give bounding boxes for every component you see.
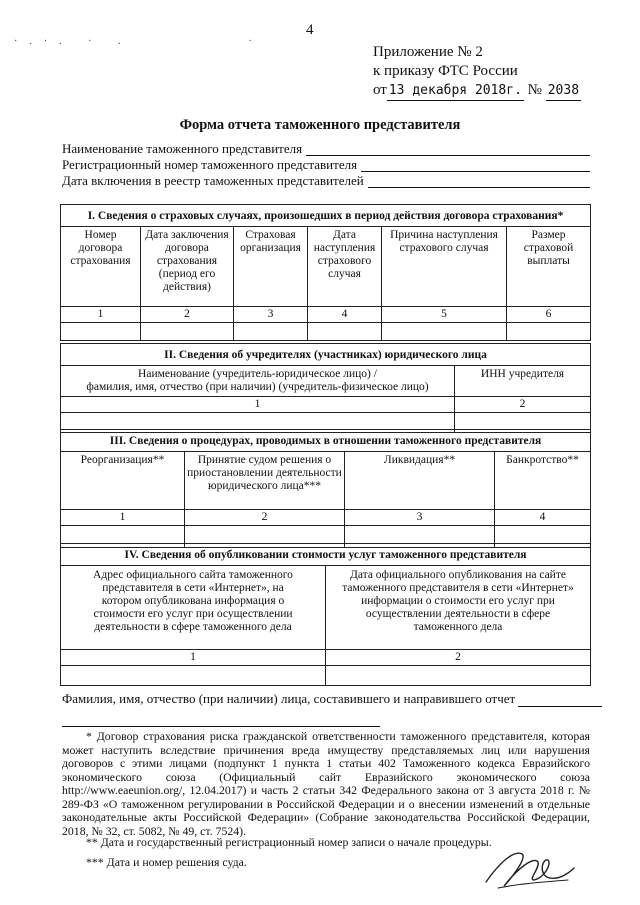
section4-title: IV. Сведения об опубликовании стоимости услуг таможенного представителя xyxy=(61,544,591,566)
s2-col-inn: ИНН учредителя xyxy=(455,366,591,397)
s3-col-bankruptcy: Банкротство** xyxy=(495,452,591,510)
section1-title: I. Сведения о страховых случаях, произошедших в период действия договора страхования* xyxy=(61,205,591,227)
s3-col-reorganization: Реорганизация** xyxy=(61,452,185,510)
number-prefix: № xyxy=(527,82,542,98)
order-number: 2038 xyxy=(546,81,581,101)
section3-title: III. Сведения о процедурах, проводимых в отношении таможенного представителя xyxy=(61,430,591,452)
s1-cell[interactable] xyxy=(234,323,308,341)
name-field-row xyxy=(62,141,590,156)
section3-table xyxy=(60,429,591,548)
section1-table xyxy=(60,204,591,341)
signer-line[interactable] xyxy=(518,696,602,707)
s1-cell[interactable] xyxy=(141,323,234,341)
form-title: Форма отчета таможенного представителя xyxy=(179,117,461,133)
s1-col-event-cause: Причина наступления страхового случая xyxy=(382,227,507,307)
name-field-label: Наименование таможенного представителя xyxy=(62,141,303,156)
appendix-line2: к приказу ФТС России xyxy=(373,63,518,79)
s2-col-founder-name xyxy=(61,366,455,397)
s1-num-1: 1 xyxy=(61,307,141,323)
s3-num-1: 1 xyxy=(61,510,185,526)
date-field-line[interactable] xyxy=(368,176,590,188)
s2-num-2: 2 xyxy=(455,397,591,413)
footnote-rule xyxy=(62,726,380,727)
s4-col-website: Адрес официального сайта таможенного представителя в сети «Интернет», на котором опубликована информация о стоимости его услуг при осуществлении деятельности в сфере таможенного дела xyxy=(61,566,326,650)
s3-col-court-suspension: Принятие судом решения о приостановлении деятельности юридического лица*** xyxy=(185,452,345,510)
s1-col-payout: Размер страховой выплаты xyxy=(507,227,591,307)
s1-num-5: 5 xyxy=(382,307,507,323)
s1-num-4: 4 xyxy=(308,307,382,323)
s2-col-founder-name-line1: Наименование (учредитель-юридическое лицо) / xyxy=(138,368,377,380)
handwritten-signature xyxy=(478,846,578,901)
s1-cell[interactable] xyxy=(61,323,141,341)
s1-num-3: 3 xyxy=(234,307,308,323)
appendix-date-line xyxy=(373,81,581,101)
s1-col-event-date: Дата наступления страхового случая xyxy=(308,227,382,307)
s1-col-insurer: Страховая организация xyxy=(234,227,308,307)
s1-cell[interactable] xyxy=(382,323,507,341)
s1-cell[interactable] xyxy=(308,323,382,341)
s3-num-3: 3 xyxy=(345,510,495,526)
signer-row xyxy=(62,691,602,707)
date-prefix: от xyxy=(373,82,387,98)
s4-num-1: 1 xyxy=(61,650,326,666)
date-field-label: Дата включения в реестр таможенных представителей xyxy=(62,173,364,188)
s3-col-liquidation: Ликвидация** xyxy=(345,452,495,510)
appendix-line1: Приложение № 2 xyxy=(373,44,483,60)
s4-num-2: 2 xyxy=(326,650,591,666)
signer-label: Фамилия, имя, отчество (при наличии) лица, составившего и направившего отчет xyxy=(62,691,516,706)
footnote-1: * Договор страхования риска гражданской ответственности таможенного представителя, которая может наступить вследствие причинения вреда имуществу представляемых лиц или нарушения договоров с этими лицами (подпункт 1 пункта 1 статьи 402 Таможенного кодекса Евразийского экономического союза (Официальный сайт Евразийского экономического союза http://www.eaeunion.org/, 12.04.2017) и часть 2 статьи 342 Федерального закона от 3 августа 2018 г. № 289-ФЗ «О таможенном регулировании в Российской Федерации и о внесении изменений в отдельные законодательные акты Российской Федерации» (Собрание законодательства Российской Федерации, 2018, № 32, ст. 5082, № 49, ст. 7524). xyxy=(62,729,590,838)
reg-field-label: Регистрационный номер таможенного представителя xyxy=(62,157,358,172)
s1-col-contract-date: Дата заключения договора страхования (период его действия) xyxy=(141,227,234,307)
date-field-row xyxy=(62,173,590,188)
s3-num-4: 4 xyxy=(495,510,591,526)
footnote-2: ** Дата и государственный регистрационный номер записи о начале процедуры. xyxy=(86,835,492,849)
section2-title: II. Сведения об учредителях (участниках) юридического лица xyxy=(61,344,591,366)
s2-num-1: 1 xyxy=(61,397,455,413)
s1-num-2: 2 xyxy=(141,307,234,323)
s3-num-2: 2 xyxy=(185,510,345,526)
s2-col-founder-name-line2: фамилия, имя, отчество (при наличии) (учредитель-физическое лицо) xyxy=(86,381,429,393)
footnote-3: *** Дата и номер решения суда. xyxy=(86,855,247,869)
appendix-header xyxy=(373,43,581,101)
s4-cell[interactable] xyxy=(326,666,591,686)
reg-field-row xyxy=(62,157,590,172)
s1-cell[interactable] xyxy=(507,323,591,341)
s1-num-6: 6 xyxy=(507,307,591,323)
s1-col-contract-number: Номер договора страхования xyxy=(61,227,141,307)
section2-table xyxy=(60,343,591,433)
scan-specks: ·.·. · . · xyxy=(14,36,264,47)
page-number: 4 xyxy=(306,22,314,38)
s4-col-publication-date: Дата официального опубликования на сайте таможенного представителя в сети «Интернет» информации о стоимости его услуг при осуществлении деятельности в сфере таможенного дела xyxy=(326,566,591,650)
name-field-line[interactable] xyxy=(306,144,590,156)
reg-field-line[interactable] xyxy=(361,160,590,172)
s4-cell[interactable] xyxy=(61,666,326,686)
section4-table xyxy=(60,543,591,686)
order-date: 13 декабря 2018г. xyxy=(387,81,524,101)
